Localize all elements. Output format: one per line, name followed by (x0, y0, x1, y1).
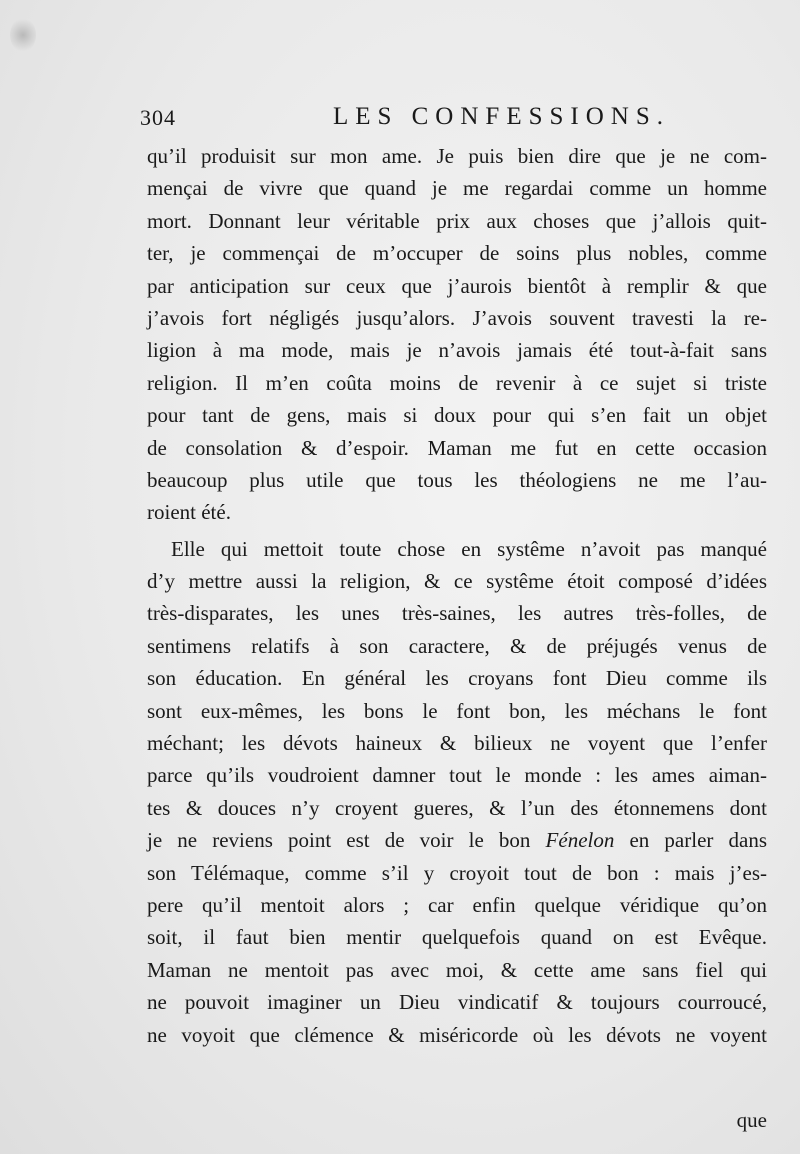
text-line: mençai de vivre que quand je me regardai comme un homme (147, 176, 767, 201)
text-line: Maman ne mentoit pas avec moi, & cette ame sans fiel qui (147, 957, 767, 982)
text-line: son Télémaque, comme s’il y croyoit tout de bon : mais j’es- (147, 860, 767, 885)
running-title: LES CONFESSIONS. (332, 103, 670, 130)
text-segment: je ne reviens point est de voir le bon (147, 828, 531, 853)
text-line: par anticipation sur ceux que j’aurois bientôt à remplir & que (147, 273, 767, 298)
text-line: parce qu’ils voudroient damner tout le monde : les ames aiman- (147, 763, 767, 788)
text-line: sentimens relatifs à son caractere, & de préjugés venus de (147, 633, 767, 658)
page-number: 304 (140, 105, 176, 130)
text-line: ter, je commençai de m’occuper de soins plus nobles, comme (147, 241, 767, 266)
text-line-with-italic (147, 824, 767, 856)
text-line: d’y mettre aussi la religion, & ce systême étoit composé d’idées (147, 569, 767, 594)
text-line: de consolation & d’espoir. Maman me fut en cette occasion (147, 435, 767, 460)
text-line: beaucoup plus utile que tous les théologiens ne me l’au- (147, 467, 767, 492)
text-line: roient été. (147, 500, 231, 525)
text-line: très-disparates, les unes très-saines, les autres très-folles, de (147, 601, 767, 626)
text-line: son éducation. En général les croyans font Dieu comme ils (147, 666, 767, 691)
text-line: pour tant de gens, mais si doux pour qui s’en fait un objet (147, 403, 767, 428)
text-line: Elle qui mettoit toute chose en systême n’avoit pas manqué (171, 536, 767, 561)
page-header (140, 103, 670, 139)
paper-stain (10, 18, 36, 52)
text-line: soit, il faut bien mentir quelquefois quand on est Evêque. (147, 925, 767, 950)
body-text (147, 140, 767, 1051)
text-line: ligion à ma mode, mais je n’avois jamais été tout-à-fait sans (147, 338, 767, 363)
text-line: mort. Donnant leur véritable prix aux choses que j’allois quit- (147, 208, 767, 233)
text-segment: en parler dans (614, 828, 768, 853)
text-line: ne voyoit que clémence & miséricorde où les dévots ne voyent (147, 1022, 767, 1047)
text-line: tes & douces n’y croyent gueres, & l’un des étonnemens dont (147, 795, 767, 820)
catchword: que (736, 1108, 767, 1132)
text-line: religion. Il m’en coûta moins de revenir à ce sujet si triste (147, 370, 767, 395)
text-line: j’avois fort négligés jusqu’alors. J’avois souvent travesti la re- (147, 305, 767, 330)
text-line: sont eux-mêmes, les bons le font bon, les méchans le font (147, 698, 767, 723)
italic-name: Fénelon (545, 828, 615, 853)
text-line: pere qu’il mentoit alors ; car enfin quelque véridique qu’on (147, 892, 767, 917)
text-line: ne pouvoit imaginer un Dieu vindicatif & toujours courroucé, (147, 990, 767, 1015)
text-line: méchant; les dévots haineux & bilieux ne voyent que l’enfer (147, 731, 767, 756)
text-line: qu’il produisit sur mon ame. Je puis bien dire que je ne com- (147, 144, 767, 168)
